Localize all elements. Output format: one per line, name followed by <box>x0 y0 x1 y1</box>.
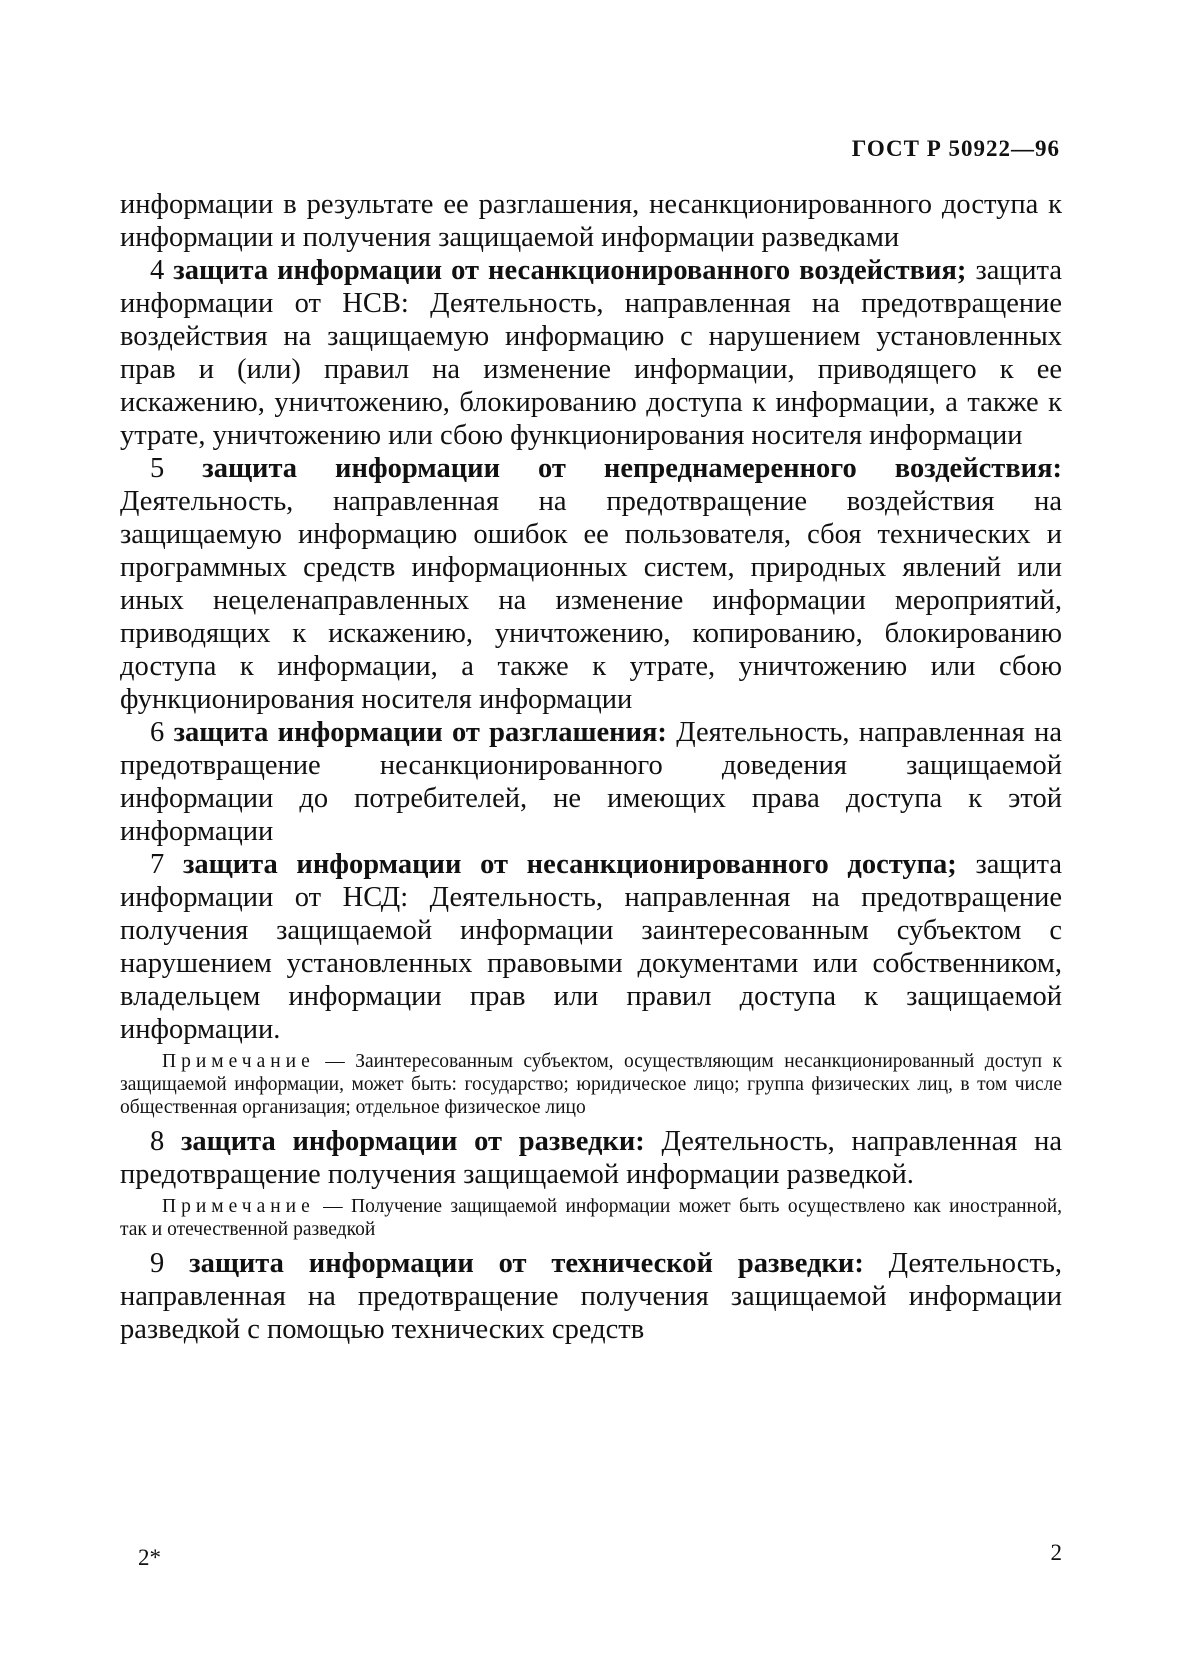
term-definition: Деятельность, направленная на предотвращение несанкционированного доведения защищаемой информации до потребителей, не имеющих права доступа к этой информации <box>120 717 1062 847</box>
term-definition: Деятельность, направленная на предотвращение получения защищаемой информации разведкой с помощью технических средств <box>120 1248 1062 1345</box>
term-definition: Деятельность, направленная на предотвращение получения защищаемой информации разведкой. <box>120 1126 1063 1190</box>
term-definition: защита информации от НСВ: Деятельность, направленная на предотвращение воздействия на защищаемую информацию с нарушением установленных прав и (или) правил на изменение информации, приводящего к ее искажению, уничтожению, блокированию доступа к информации, а также к утрате, уничтожению или сбою функционирования носителя информации <box>120 255 1062 451</box>
note-text: — Заинтересованным субъектом, осуществляющим несанкционированный доступ к защищаемой информации, может быть: государство; юридическое лицо; группа физических лиц, в том числе общественная организация; отдельное физическое лицо <box>120 1051 1062 1118</box>
term-8 <box>120 1125 1062 1191</box>
term-number: 5 <box>150 453 165 484</box>
term-number: 4 <box>150 255 165 286</box>
term-number: 9 <box>150 1248 165 1279</box>
term-9 <box>120 1247 1062 1346</box>
sheet-mark: 2* <box>138 1545 161 1570</box>
page-number: 2 <box>1050 1540 1062 1565</box>
term-title: защита информации от разведки: <box>180 1126 645 1157</box>
intro-continuation: информации в результате ее разглашения, несанкционированного доступа к информации и получения защищаемой информации разведками <box>120 189 1062 253</box>
term-definition: Деятельность, направленная на предотвращение воздействия на защищаемую информацию ошибок ее пользователя, сбоя технических и программных средств информационных систем, природных явлений или иных нецеленаправленных на изменение информации мероприятий, приводящих к искажению, уничтожению, копированию, блокированию доступа к информации, а также к утрате, уничтожению или сбою функционирования носителя информации <box>120 486 1062 715</box>
note-label: Примечание <box>162 1196 315 1217</box>
term-number: 8 <box>150 1126 165 1157</box>
note-label: Примечание <box>162 1051 315 1072</box>
term-title: защита информации от непреднамеренного воздействия: <box>202 453 1063 484</box>
note-2 <box>120 1195 1062 1241</box>
term-title: защита информации от разглашения: <box>173 717 667 748</box>
term-number: 7 <box>150 849 165 880</box>
term-definition: защита информации от НСД: Деятельность, направленная на предотвращение получения защищаемой информации заинтересованным субъектом с нарушением установленных правовыми документами или собственником, владельцем информации прав или правил доступа к защищаемой информации. <box>120 849 1063 1045</box>
document-code: ГОСТ Р 50922—96 <box>851 136 1060 161</box>
term-title: защита информации от технической разведки: <box>189 1248 864 1279</box>
document-body <box>120 188 1062 1346</box>
term-7 <box>120 848 1062 1046</box>
term-4 <box>120 254 1062 452</box>
term-number: 6 <box>150 717 165 748</box>
note-text: — Получение защищаемой информации может быть осуществлено как иностранной, так и отечественной разведкой <box>120 1196 1062 1240</box>
term-6 <box>120 716 1062 848</box>
term-title: защита информации от несанкционированного воздействия; <box>173 255 967 286</box>
term-title: защита информации от несанкционированного доступа; <box>182 849 957 880</box>
note-1 <box>120 1050 1062 1119</box>
term-5 <box>120 452 1062 716</box>
